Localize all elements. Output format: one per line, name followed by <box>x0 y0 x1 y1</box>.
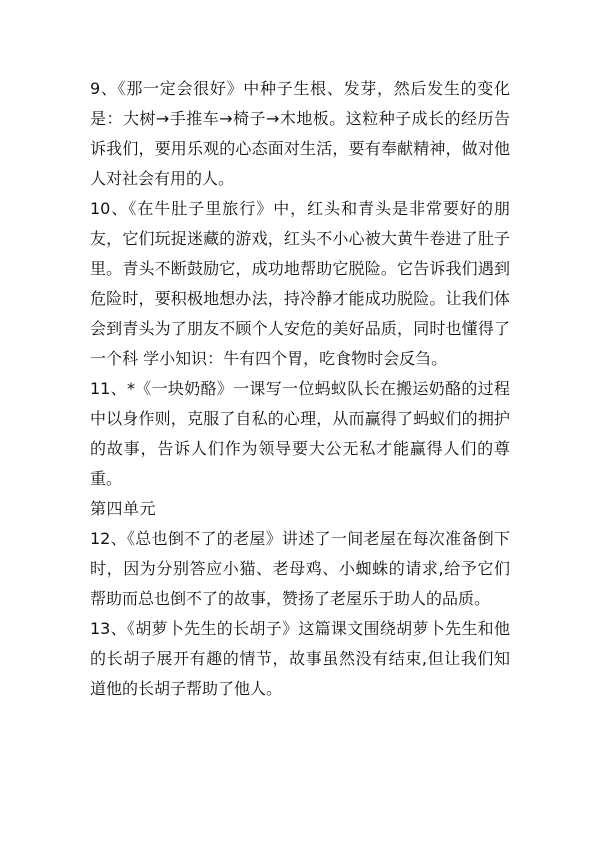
paragraph-item-11: 11、*《一块奶酪》一课写一位蚂蚁队长在搬运奶酪的过程中以身作则，克服了自私的心理，从而赢得了蚂蚁们的拥护的故事，告诉人们作为领导要大公无私才能赢得人们的尊重。 <box>90 379 510 488</box>
section-heading: 第四单元 <box>90 499 157 518</box>
paragraph-item-13: 13、《胡萝卜先生的长胡子》这篇课文围绕胡萝卜先生和他的长胡子展开有趣的情节，故事虽然没有结束,但让我们知道他的长胡子帮助了他人。 <box>90 619 510 698</box>
paragraph-item-10: 10、《在牛肚子里旅行》中，红头和青头是非常要好的朋友，它们玩捉迷藏的游戏，红头不小心被大黄牛卷进了肚子里。青头不断鼓励它，成功地帮助它脱险。它告诉我们遇到危险时，要积极地想办法，持冷静才能成功脱险。让我们体会到青头为了朋友不顾个人安危的美好品质，同时也懂得了一个科 学小知识：牛有四个胃，吃食物时会反刍。 <box>90 199 510 368</box>
paragraph-item-9: 9、《那一定会很好》中种子生根、发芽，然后发生的变化是：大树→手推车→椅子→木地板。这粒种子成长的经历告诉我们，要用乐观的心态面对生活，要有奉献精神，做对他人对社会有用的人。 <box>90 79 510 188</box>
paragraph-item-12: 12、《总也倒不了的老屋》讲述了一间老屋在每次准备倒下时，因为分别答应小猫、老母鸡、小蜘蛛的请求,给予它们帮助而总也倒不了的故事，赞扬了老屋乐于助人的品质。 <box>90 529 510 608</box>
document-body <box>90 74 510 704</box>
